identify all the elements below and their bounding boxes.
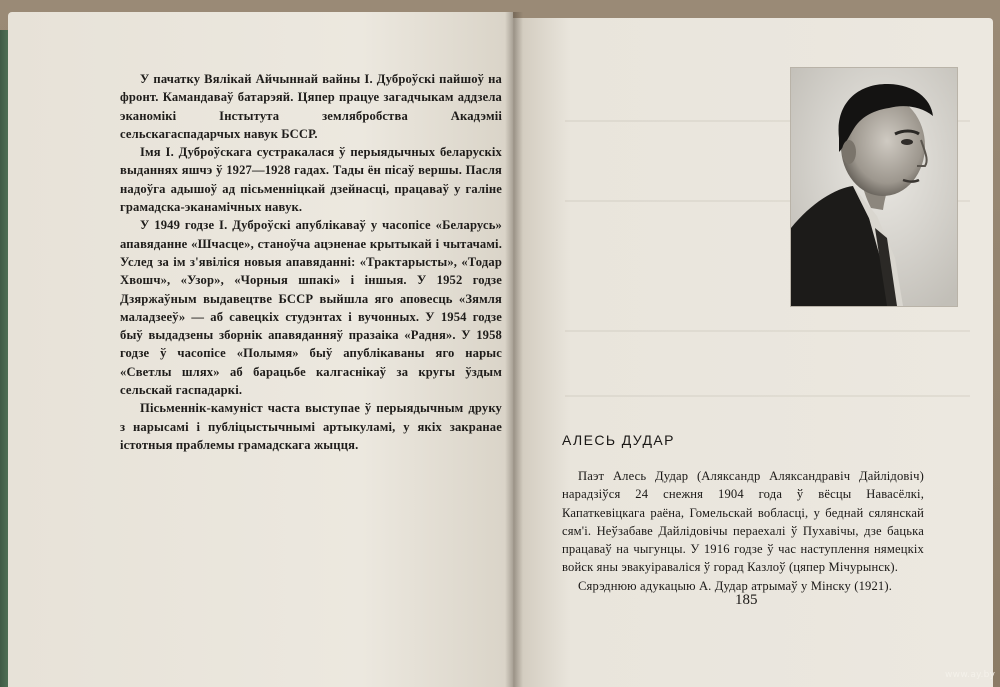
paragraph: У пачатку Вялікай Айчыннай вайны І. Дуброўскі пайшоў на фронт. Камандаваў батарэяй. Цяпер працуе загадчыкам аддзела эканомікі Інстытута землябробства Акадэміі сельскагаспадарчых навук БССР. (120, 72, 502, 141)
section-heading: АЛЕСЬ ДУДАР (562, 432, 675, 448)
paragraph: Імя І. Дуброўскага сустракалася ў перыядычных беларускіх выданнях яшчэ ў 1927—1928 гадах. Тады ён пісаў вершы. Пасля надоўга адышоў ад пісьменніцкай дзейнасці, працаваў у галіне грамадска-эканамічных навук. (120, 145, 502, 215)
paragraph: Паэт Алесь Дудар (Аляксандр Аляксандравіч Дайлідовіч) нарадзіўся 24 снежня 1904 года ў вёсцы Навасёлкі, Капаткевіцкага раёна, Гомельскай вобласці, у беднай сялянскай сям'і. Неўзабаве Дайлідовічы пераехалі ў Пухавічы, дзе бацька працаваў на чыгунцы. У 1916 годзе ў час наступлення нямецкіх войск яны эвакуіраваліся ў горад Казлоў (цяпер Мічурынск). (562, 469, 924, 575)
paragraph: Сярэднюю адукацыю А. Дудар атрымаў у Мінску (1921). (578, 578, 892, 593)
site-watermark: www.ay.by (945, 670, 996, 680)
bleed-through-line (565, 330, 970, 332)
right-page-text (562, 467, 924, 595)
bleed-through-line (565, 395, 970, 397)
left-page-text (120, 70, 502, 454)
author-portrait (790, 67, 958, 307)
paragraph: У 1949 годзе І. Дуброўскі апублікаваў у часопісе «Беларусь» апавяданне «Шчасце», станоўча ацэненае крытыкай і чытачамі. Услед за ім з'явіліся новыя апавяданні: «Трактарысты», «Тодар Хвошч», «Узор», «Чорныя шпакі» і іншыя. У 1952 годзе Дзяржаўным выдавецтве БССР выйшла яго аповесць «Зямля маладзееў» — аб савецкіх студэнтах і вучонных. У 1954 годзе быў выдадзены зборнік апавяданняў празаіка «Радня». У 1958 годзе ў часопісе «Полымя» быў апублікаваны яго нарыс «Светлы шлях» аб барацьбе калгаснікаў за кругы ўздым сельскай гаспадаркі. (120, 218, 502, 398)
portrait-image (791, 68, 957, 306)
paragraph: Пісьменнік-камуніст часта выступае ў перыядычным друку з нарысамі і публіцыстычнымі артыкуламі, у якіх закранае істотныя праблемы грамадскага жыцця. (120, 401, 502, 452)
page-number: 185 (735, 592, 758, 608)
book-gutter (505, 12, 523, 687)
